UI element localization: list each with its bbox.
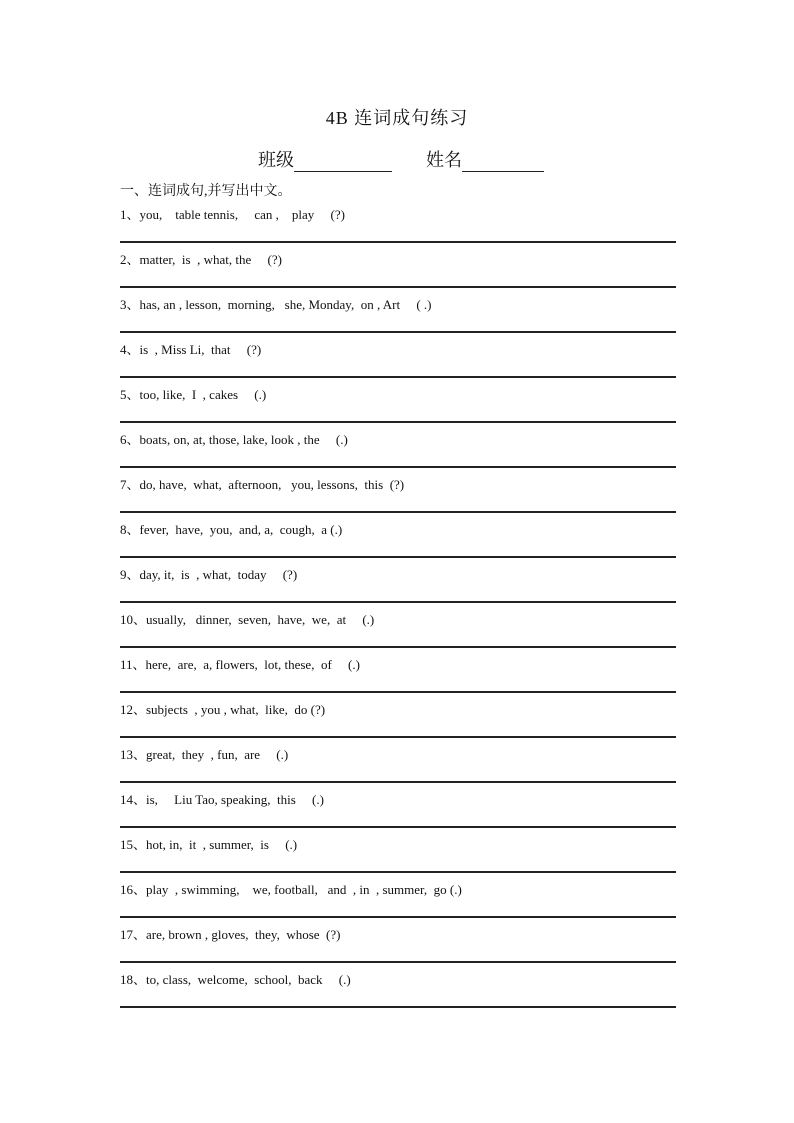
question-text: 4、is , Miss Li, that (?) bbox=[120, 342, 262, 357]
question-item[interactable] bbox=[120, 423, 676, 468]
question-text: 5、too, like, I , cakes (.) bbox=[120, 387, 267, 402]
question-item[interactable] bbox=[120, 963, 676, 1008]
question-text: 14、is, Liu Tao, speaking, this (.) bbox=[120, 792, 324, 807]
question-text: 15、hot, in, it , summer, is (.) bbox=[120, 837, 298, 852]
class-label: 班级 bbox=[258, 150, 294, 170]
page-title: 4B 连词成句练习 bbox=[325, 108, 469, 128]
question-item[interactable] bbox=[120, 378, 676, 423]
question-item[interactable] bbox=[120, 693, 676, 738]
question-item[interactable] bbox=[120, 468, 676, 513]
question-list bbox=[120, 198, 676, 1008]
class-blank[interactable] bbox=[294, 149, 392, 172]
question-text: 6、boats, on, at, those, lake, look , the (.) bbox=[120, 432, 348, 447]
question-text: 8、fever, have, you, and, a, cough, a (.) bbox=[120, 522, 343, 537]
question-item[interactable] bbox=[120, 648, 676, 693]
name-blank[interactable] bbox=[462, 149, 544, 172]
question-text: 2、matter, is , what, the (?) bbox=[120, 252, 282, 267]
question-text: 1、you, table tennis, can , play (?) bbox=[120, 207, 345, 222]
question-text: 11、here, are, a, flowers, lot, these, of (.) bbox=[120, 657, 360, 672]
question-text: 3、has, an , lesson, morning, she, Monday, on , Art ( .) bbox=[120, 297, 432, 312]
name-label: 姓名 bbox=[426, 150, 462, 170]
question-text: 9、day, it, is , what, today (?) bbox=[120, 567, 298, 582]
question-item[interactable] bbox=[120, 918, 676, 963]
question-item[interactable] bbox=[120, 558, 676, 603]
question-item[interactable] bbox=[120, 873, 676, 918]
question-item[interactable] bbox=[120, 783, 676, 828]
question-item[interactable] bbox=[120, 198, 676, 243]
question-text: 12、subjects , you , what, like, do (?) bbox=[120, 702, 326, 717]
question-item[interactable] bbox=[120, 333, 676, 378]
question-item[interactable] bbox=[120, 288, 676, 333]
question-item[interactable] bbox=[120, 243, 676, 288]
question-text: 13、great, they , fun, are (.) bbox=[120, 747, 289, 762]
question-text: 7、do, have, what, afternoon, you, lessons, this (?) bbox=[120, 477, 405, 492]
student-info-row bbox=[258, 146, 544, 172]
question-text: 17、are, brown , gloves, they, whose (?) bbox=[120, 927, 341, 942]
question-text: 10、usually, dinner, seven, have, we, at (.) bbox=[120, 612, 375, 627]
question-text: 18、to, class, welcome, school, back (.) bbox=[120, 972, 351, 987]
question-item[interactable] bbox=[120, 828, 676, 873]
question-item[interactable] bbox=[120, 603, 676, 648]
section-heading: 一、连词成句,并写出中文。 bbox=[120, 184, 292, 199]
question-item[interactable] bbox=[120, 513, 676, 558]
question-text: 16、play , swimming, we, football, and , in , summer, go (.) bbox=[120, 882, 462, 897]
question-item[interactable] bbox=[120, 738, 676, 783]
